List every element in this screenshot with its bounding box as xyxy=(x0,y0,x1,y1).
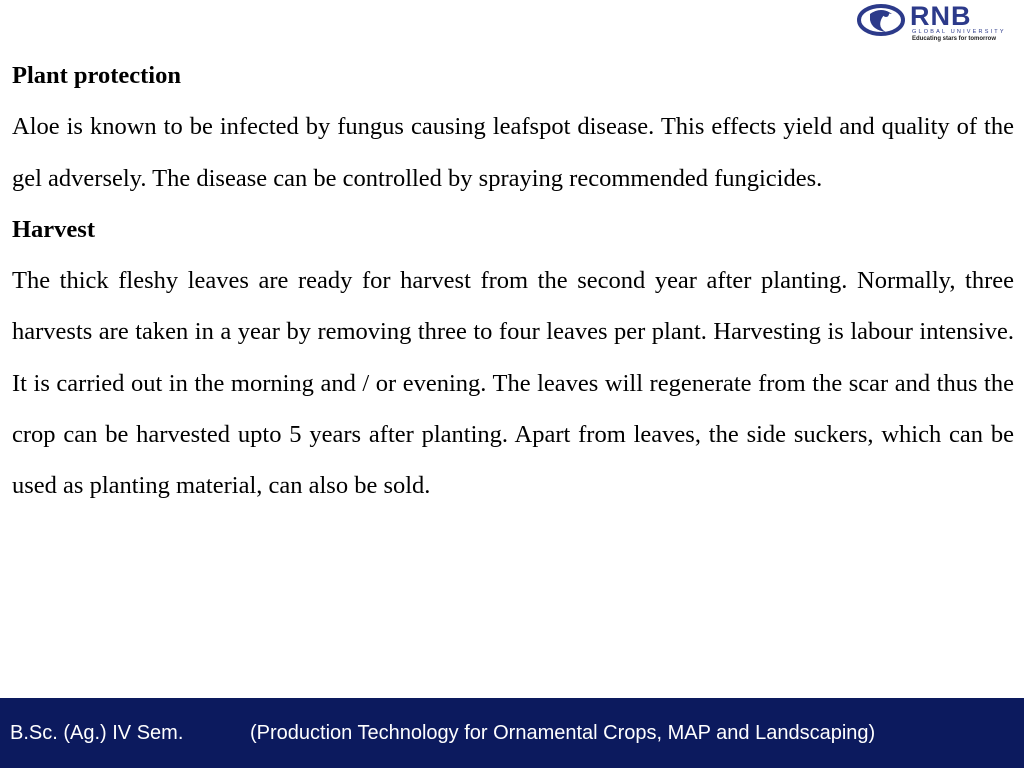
section-heading-harvest: Harvest xyxy=(12,215,95,243)
footer-subject: (Production Technology for Ornamental Crops, MAP and Landscaping) xyxy=(250,722,876,744)
logo-tagline: Educating stars for tomorrow xyxy=(912,36,997,42)
logo-name: RNB xyxy=(910,1,972,31)
paragraph-harvest: The thick fleshy leaves are ready for harvest from the second year after planting. Normally, three harvests are taken in a year by removing three to four leaves per plant. Harvesting is labour intensive. It is carried out in the morning and / or evening. The leaves will regenerate from the scar and thus the crop can be harvested upto 5 years after planting. Apart from leaves, the side suckers, which can be used as planting material, can also be sold. xyxy=(12,267,1014,500)
section-heading-plant-protection: Plant protection xyxy=(12,62,181,89)
slide-content xyxy=(12,50,1014,512)
footer-bar xyxy=(0,698,1024,768)
university-logo xyxy=(856,2,1021,46)
paragraph-plant-protection: Aloe is known to be infected by fungus causing leafspot disease. This effects yield and quality of the gel adversely. The disease can be controlled by spraying recommended fungicides. xyxy=(12,113,1014,192)
logo-emblem-icon xyxy=(856,2,906,38)
logo-subtitle: GLOBAL UNIVERSITY xyxy=(912,29,1006,35)
footer-course: B.Sc. (Ag.) IV Sem. xyxy=(10,722,184,744)
